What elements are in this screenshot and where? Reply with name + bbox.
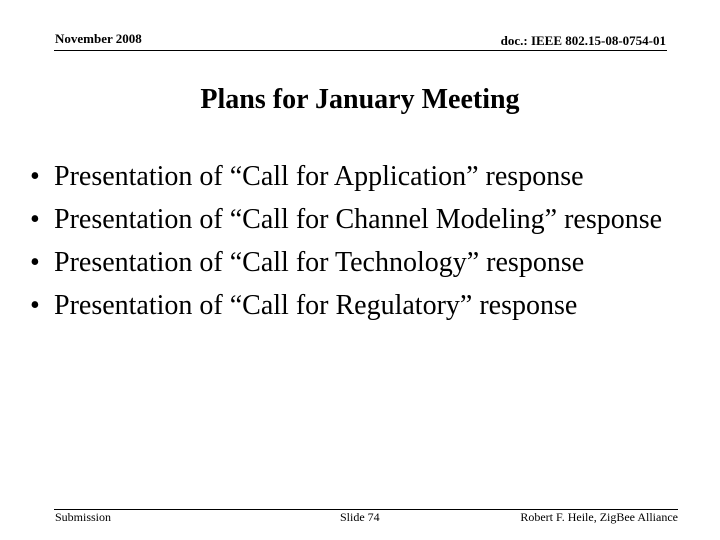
footer-author: Robert F. Heile, ZigBee Alliance — [520, 510, 678, 524]
bullet-dot-icon: • — [30, 161, 40, 192]
header-doc-id: doc.: IEEE 802.15-08-0754-01 — [500, 33, 666, 48]
bullet-text: Presentation of “Call for Technology” response — [54, 247, 585, 278]
slide-title: Plans for January Meeting — [200, 84, 520, 115]
bullet-text: Presentation of “Call for Application” response — [54, 161, 584, 192]
bullet-text: Presentation of “Call for Regulatory” response — [54, 290, 578, 321]
bullet-dot-icon: • — [30, 204, 40, 235]
bullet-text: Presentation of “Call for Channel Modeling” response — [54, 204, 663, 235]
footer-slide-number: Slide 74 — [340, 510, 380, 524]
bullet-dot-icon: • — [30, 247, 40, 278]
bullet-item — [30, 287, 700, 324]
bullet-dot-icon: • — [30, 290, 40, 321]
bullet-item — [30, 201, 700, 238]
bullet-item — [30, 158, 700, 195]
header-divider — [54, 50, 667, 51]
bullet-list — [30, 158, 700, 330]
header-date: November 2008 — [55, 31, 142, 46]
footer-submission: Submission — [55, 510, 112, 524]
bullet-item — [30, 244, 700, 281]
